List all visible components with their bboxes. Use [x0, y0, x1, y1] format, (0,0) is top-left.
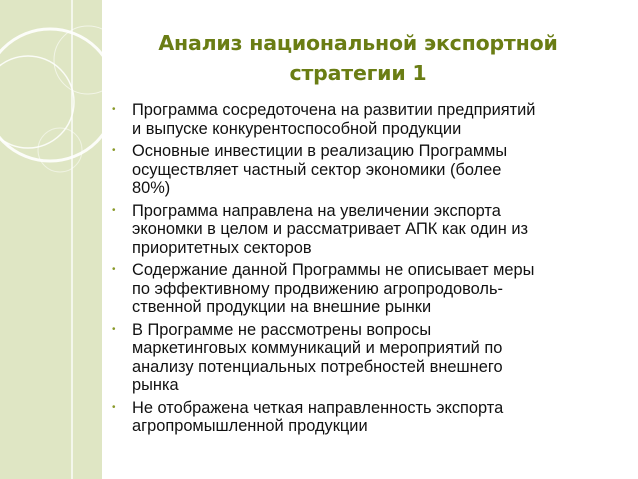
- bullet-text-line: осуществляет частный сектор экономики (более: [132, 160, 502, 179]
- bullet-icon: •: [112, 264, 116, 275]
- bullet-text-line: и выпуске конкурентоспособной продукции: [132, 119, 462, 138]
- bullet-text-line: маркетинговых коммуникаций и мероприятий по: [132, 339, 503, 357]
- bullet-icon: •: [112, 104, 116, 115]
- bullet-text-line: рынка: [132, 376, 179, 394]
- bullet-list: [110, 101, 620, 440]
- bullet-item: [110, 202, 620, 258]
- bullet-icon: •: [112, 145, 116, 156]
- bullet-item: [110, 261, 620, 317]
- bullet-item: [110, 101, 620, 138]
- bullet-item: [110, 321, 620, 395]
- bullet-icon: •: [112, 323, 116, 335]
- bullet-text-line: экономки в целом и рассматривает АПК как один из: [132, 220, 529, 238]
- bullet-text-line: анализу потенциальных потребностей внешнего: [132, 357, 503, 376]
- decorative-circles: [0, 0, 102, 479]
- slide-title-line: Анализ национальной экспортной: [158, 31, 558, 55]
- bullet-item: [110, 399, 620, 436]
- bullet-text-line: В Программе не рассмотрены вопросы: [132, 320, 432, 339]
- bullet-text-line: Основные инвестиции в реализацию Программы: [132, 142, 508, 160]
- bullet-item: [110, 142, 620, 198]
- bullet-text-line: приоритетных секторов: [132, 238, 312, 257]
- bullet-text-line: 80%): [132, 179, 171, 197]
- bullet-text-line: ственной продукции на внешние рынки: [132, 298, 432, 316]
- bullet-icon: •: [112, 401, 116, 413]
- bullet-text-line: Содержание данной Программы не описывает меры: [132, 261, 535, 279]
- bullet-text-line: Не отображена четкая направленность экспорта: [132, 398, 504, 417]
- bullet-icon: •: [112, 204, 116, 216]
- bullet-text-line: агропромышленной продукции: [132, 417, 368, 435]
- slide-title: [118, 28, 598, 88]
- slide-title-line: стратегии 1: [289, 61, 427, 85]
- bullet-text-line: по эффективному продвижению агропродоволь-: [132, 279, 503, 298]
- bullet-text-line: Программа сосредоточена на развитии предприятий: [132, 101, 536, 119]
- bullet-text-line: Программа направлена на увеличении экспорта: [132, 201, 501, 220]
